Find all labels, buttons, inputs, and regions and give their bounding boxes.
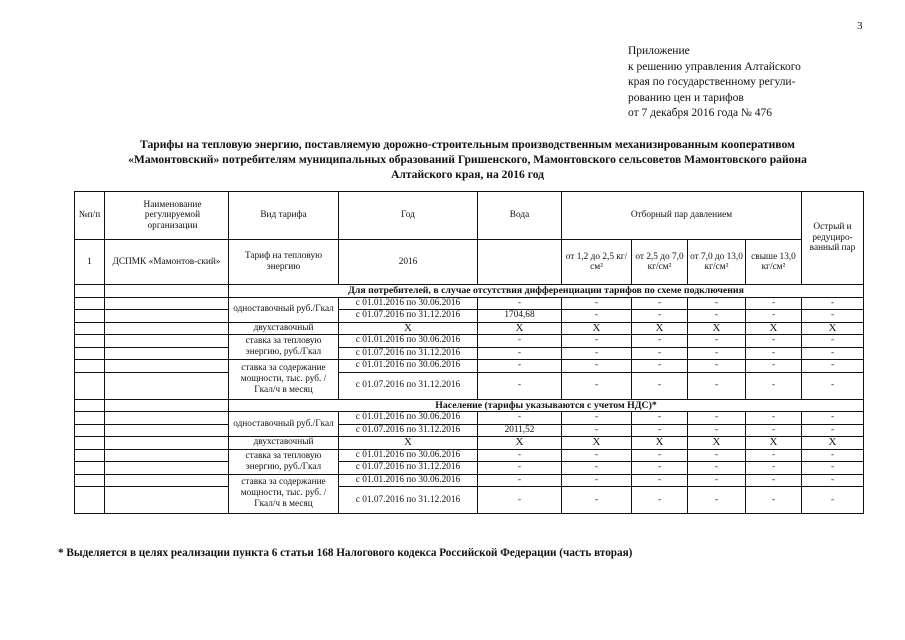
p3-cell: -: [688, 335, 746, 348]
one-rate-label: одноставочный руб./Гкал: [229, 297, 339, 322]
appendix-line: к решению управления Алтайского: [628, 60, 801, 73]
p1-cell: -: [562, 487, 632, 514]
p3-cell: -: [688, 462, 746, 475]
header-pressure-3: от 7,0 до 13,0 кг/см²: [688, 240, 746, 285]
p3-cell: -: [688, 310, 746, 323]
water-cell: 2011,52: [478, 424, 562, 437]
p2-cell: -: [632, 474, 688, 487]
p3-cell: -: [688, 424, 746, 437]
p3-cell: X: [688, 437, 746, 450]
energy-rate-label: ставка за тепловую энергию, руб./Гкал: [229, 335, 339, 360]
p1-cell: -: [562, 310, 632, 323]
sharp-cell: -: [802, 474, 864, 487]
header-tariff-type: Вид тарифа: [229, 192, 339, 240]
empty-cell: [105, 285, 229, 298]
p4-cell: -: [746, 335, 802, 348]
period-cell: с 01.07.2016 по 31.12.2016: [339, 487, 478, 514]
period-cell: с 01.07.2016 по 31.12.2016: [339, 310, 478, 323]
period-cell: с 01.01.2016 по 30.06.2016: [339, 335, 478, 348]
p4-cell: -: [746, 449, 802, 462]
p4-cell: X: [746, 437, 802, 450]
water-cell: -: [478, 449, 562, 462]
p1-cell: -: [562, 297, 632, 310]
p4-cell: -: [746, 462, 802, 475]
p1-cell: -: [562, 474, 632, 487]
p1-cell: X: [562, 437, 632, 450]
energy-rate-label: ставка за тепловую энергию, руб./Гкал: [229, 449, 339, 474]
p4-cell: -: [746, 297, 802, 310]
p1-cell: -: [562, 462, 632, 475]
period-cell: с 01.01.2016 по 30.06.2016: [339, 360, 478, 373]
header-pressure-1: от 1,2 до 2,5 кг/см²: [562, 240, 632, 285]
p4-cell: -: [746, 310, 802, 323]
header-org: Наименование регулируемой организации: [105, 192, 229, 240]
period-cell: с 01.01.2016 по 30.06.2016: [339, 474, 478, 487]
title-line: Тарифы на тепловую энергию, поставляемую дорожно-строительным производственным механизированным кооперативом: [140, 138, 795, 151]
p2-cell: -: [632, 360, 688, 373]
p3-cell: -: [688, 347, 746, 360]
header-sharp-steam: Острый и редуциро-ванный пар: [802, 192, 864, 285]
p1-cell: -: [562, 347, 632, 360]
period-cell: с 01.01.2016 по 30.06.2016: [339, 412, 478, 425]
p4-cell: -: [746, 372, 802, 399]
section-heading: Для потребителей, в случае отсутствия дифференциации тарифов по схеме подключения: [229, 285, 864, 298]
org-row-tariff: Тариф на тепловую энергию: [229, 240, 339, 285]
p1-cell: -: [562, 360, 632, 373]
p4-cell: -: [746, 424, 802, 437]
capacity-rate-label: ставка за содержание мощности, тыс. руб. /Гкал/ч в месяц: [229, 360, 339, 400]
tariff-table: [74, 191, 864, 514]
header-num: №п/п: [75, 192, 105, 240]
period-cell: с 01.07.2016 по 31.12.2016: [339, 462, 478, 475]
header-steam: Отборный пар давлением: [562, 192, 802, 240]
appendix-line: Приложение: [628, 45, 690, 57]
water-cell: -: [478, 412, 562, 425]
p2-cell: X: [632, 437, 688, 450]
period-cell: с 01.07.2016 по 31.12.2016: [339, 347, 478, 360]
p4-cell: -: [746, 360, 802, 373]
p3-cell: X: [688, 322, 746, 335]
sharp-cell: -: [802, 360, 864, 373]
footnote: * Выделяется в целях реализации пункта 6 статьи 168 Налогового кодекса Российской Федерации (часть вторая): [58, 547, 633, 559]
org-row-num: 1: [75, 240, 105, 285]
p1-cell: X: [562, 322, 632, 335]
p2-cell: -: [632, 449, 688, 462]
p3-cell: -: [688, 297, 746, 310]
title-line: Алтайского края, на 2016 год: [390, 168, 545, 181]
capacity-rate-label: ставка за содержание мощности, тыс. руб. /Гкал/ч в месяц: [229, 474, 339, 514]
p3-cell: -: [688, 474, 746, 487]
p1-cell: -: [562, 424, 632, 437]
p3-cell: -: [688, 487, 746, 514]
org-row-water: [478, 240, 562, 285]
water-cell: -: [478, 297, 562, 310]
empty-cell: [75, 399, 105, 412]
period-cell: X: [339, 437, 478, 450]
p4-cell: -: [746, 487, 802, 514]
p4-cell: X: [746, 322, 802, 335]
p2-cell: -: [632, 310, 688, 323]
p2-cell: -: [632, 347, 688, 360]
p2-cell: X: [632, 322, 688, 335]
p3-cell: -: [688, 360, 746, 373]
two-rate-label: двухставочный: [229, 437, 339, 450]
period-cell: с 01.01.2016 по 30.06.2016: [339, 297, 478, 310]
period-cell: с 01.07.2016 по 31.12.2016: [339, 424, 478, 437]
period-cell: X: [339, 322, 478, 335]
p4-cell: -: [746, 474, 802, 487]
appendix-line: рованию цен и тарифов: [628, 91, 744, 104]
p1-cell: -: [562, 335, 632, 348]
water-cell: -: [478, 360, 562, 373]
appendix-line: края по государственному регули-: [628, 76, 796, 89]
org-row-name: ДСПМК «Мамонтов-ский»: [105, 240, 229, 285]
p2-cell: -: [632, 462, 688, 475]
p4-cell: -: [746, 347, 802, 360]
appendix-block: [628, 44, 801, 122]
two-rate-label: двухставочный: [229, 322, 339, 335]
section-general-consumers: [75, 285, 864, 400]
sharp-cell: X: [802, 437, 864, 450]
appendix-line: от 7 декабря 2016 года № 476: [628, 107, 773, 120]
sharp-cell: -: [802, 449, 864, 462]
p1-cell: -: [562, 449, 632, 462]
page-number: 3: [857, 20, 863, 32]
p1-cell: -: [562, 372, 632, 399]
sharp-cell: -: [802, 372, 864, 399]
p3-cell: -: [688, 372, 746, 399]
p2-cell: -: [632, 335, 688, 348]
p2-cell: -: [632, 487, 688, 514]
p2-cell: -: [632, 297, 688, 310]
period-cell: с 01.07.2016 по 31.12.2016: [339, 372, 478, 399]
title-line: «Мамонтовский» потребителям муниципальных образований Гришенского, Мамонтовского сельсоветов Мамонтовского района: [128, 153, 807, 166]
header-year: Год: [339, 192, 478, 240]
water-cell: -: [478, 372, 562, 399]
water-cell: -: [478, 487, 562, 514]
sharp-cell: -: [802, 310, 864, 323]
p1-cell: -: [562, 412, 632, 425]
water-cell: -: [478, 474, 562, 487]
one-rate-label: одноставочный руб./Гкал: [229, 412, 339, 437]
sharp-cell: X: [802, 322, 864, 335]
water-cell: -: [478, 462, 562, 475]
p3-cell: -: [688, 412, 746, 425]
p4-cell: -: [746, 412, 802, 425]
sharp-cell: -: [802, 297, 864, 310]
empty-cell: [105, 399, 229, 412]
sharp-cell: -: [802, 487, 864, 514]
document-title: [70, 137, 865, 182]
sharp-cell: -: [802, 424, 864, 437]
empty-cell: [75, 285, 105, 298]
sharp-cell: -: [802, 347, 864, 360]
sharp-cell: -: [802, 462, 864, 475]
period-cell: с 01.01.2016 по 30.06.2016: [339, 449, 478, 462]
p3-cell: -: [688, 449, 746, 462]
p2-cell: -: [632, 424, 688, 437]
header-water: Вода: [478, 192, 562, 240]
section-population: [75, 399, 864, 514]
header-pressure-4: свыше 13,0 кг/см²: [746, 240, 802, 285]
sharp-cell: -: [802, 412, 864, 425]
water-cell: X: [478, 322, 562, 335]
p2-cell: -: [632, 412, 688, 425]
water-cell: -: [478, 347, 562, 360]
water-cell: -: [478, 335, 562, 348]
p2-cell: -: [632, 372, 688, 399]
section-heading: Население (тарифы указываются с учетом НДС)*: [229, 399, 864, 412]
water-cell: X: [478, 437, 562, 450]
org-row-year: 2016: [339, 240, 478, 285]
water-cell: 1704,68: [478, 310, 562, 323]
sharp-cell: -: [802, 335, 864, 348]
header-pressure-2: от 2,5 до 7,0 кг/см²: [632, 240, 688, 285]
